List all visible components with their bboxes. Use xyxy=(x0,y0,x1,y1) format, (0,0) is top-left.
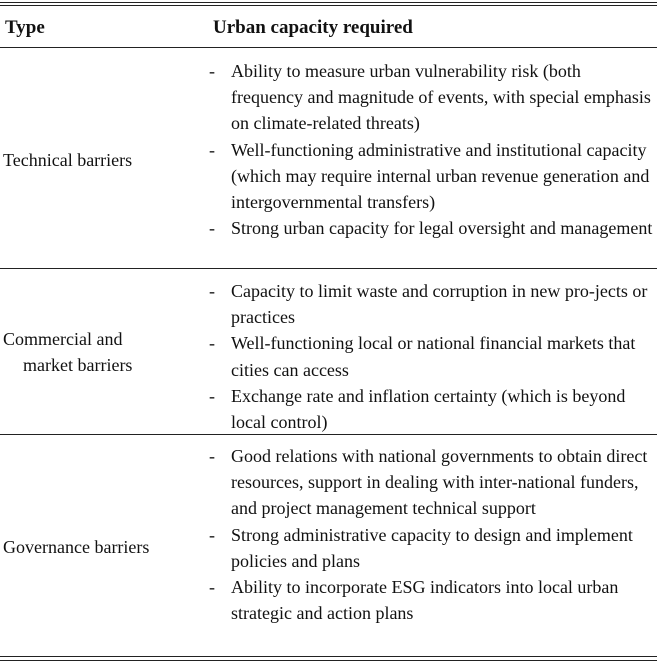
item-text: Capacity to limit waste and corruption in new pro-jects or practices xyxy=(231,281,648,328)
requirement-list xyxy=(209,58,657,241)
top-rule xyxy=(0,2,657,3)
type-label: Technical barriers xyxy=(3,150,133,170)
dash-bullet: - xyxy=(209,333,215,354)
item-text: Well-functioning local or national financial markets that cities can access xyxy=(231,333,636,380)
list-item xyxy=(209,574,657,626)
bottom-rule-inner xyxy=(0,656,657,657)
item-text: Ability to measure urban vulnerability risk (both frequency and magnitude of events, with special emphasis on climate-related threats) xyxy=(231,61,651,134)
table-row xyxy=(0,274,657,433)
dash-bullet: - xyxy=(209,281,215,301)
header-capacity-required: Urban capacity required xyxy=(213,17,413,38)
item-text: Exchange rate and inflation certainty (which is beyond local control) xyxy=(231,385,626,433)
header-type: Type xyxy=(5,17,45,38)
list-item xyxy=(209,137,657,216)
header-rule xyxy=(0,47,657,48)
item-text: Ability to incorporate ESG indicators into local urban strategic and action plans xyxy=(231,577,619,624)
type-cell xyxy=(3,147,132,173)
type-label: Governance barriers xyxy=(3,537,150,557)
bottom-rule xyxy=(0,660,657,661)
type-cell xyxy=(3,326,132,378)
dash-bullet: - xyxy=(209,524,215,545)
dash-bullet: - xyxy=(209,577,215,598)
top-rule-inner xyxy=(0,5,657,6)
dash-bullet: - xyxy=(209,61,215,81)
type-label-line2: market barriers xyxy=(23,355,133,375)
table-row xyxy=(0,440,657,650)
list-item xyxy=(209,383,657,435)
list-item xyxy=(209,278,657,330)
dash-bullet: - xyxy=(209,218,215,239)
item-text: Good relations with national governments to obtain direct resources, support in dealing with inter-national funders, and project management technical support xyxy=(231,446,648,519)
list-item xyxy=(209,58,657,137)
table-row xyxy=(0,55,657,265)
item-text: Strong urban capacity for legal oversight and management xyxy=(231,218,653,239)
row-rule xyxy=(0,268,657,269)
dash-bullet: - xyxy=(209,446,215,466)
list-item xyxy=(209,215,657,241)
requirement-list xyxy=(209,443,657,626)
type-label: Commercial and xyxy=(3,329,123,349)
requirement-list xyxy=(209,278,657,435)
row-rule xyxy=(0,434,657,435)
list-item xyxy=(209,443,657,522)
dash-bullet: - xyxy=(209,139,215,160)
dash-bullet: - xyxy=(209,385,215,406)
item-text: Well-functioning administrative and institutional capacity (which may require internal urban revenue generation and intergovernmental transfers) xyxy=(231,139,650,213)
list-item xyxy=(209,522,657,574)
list-item xyxy=(209,330,657,382)
table-header xyxy=(0,9,657,47)
type-cell xyxy=(3,534,149,560)
item-text: Strong administrative capacity to design and implement policies and plans xyxy=(231,524,633,571)
